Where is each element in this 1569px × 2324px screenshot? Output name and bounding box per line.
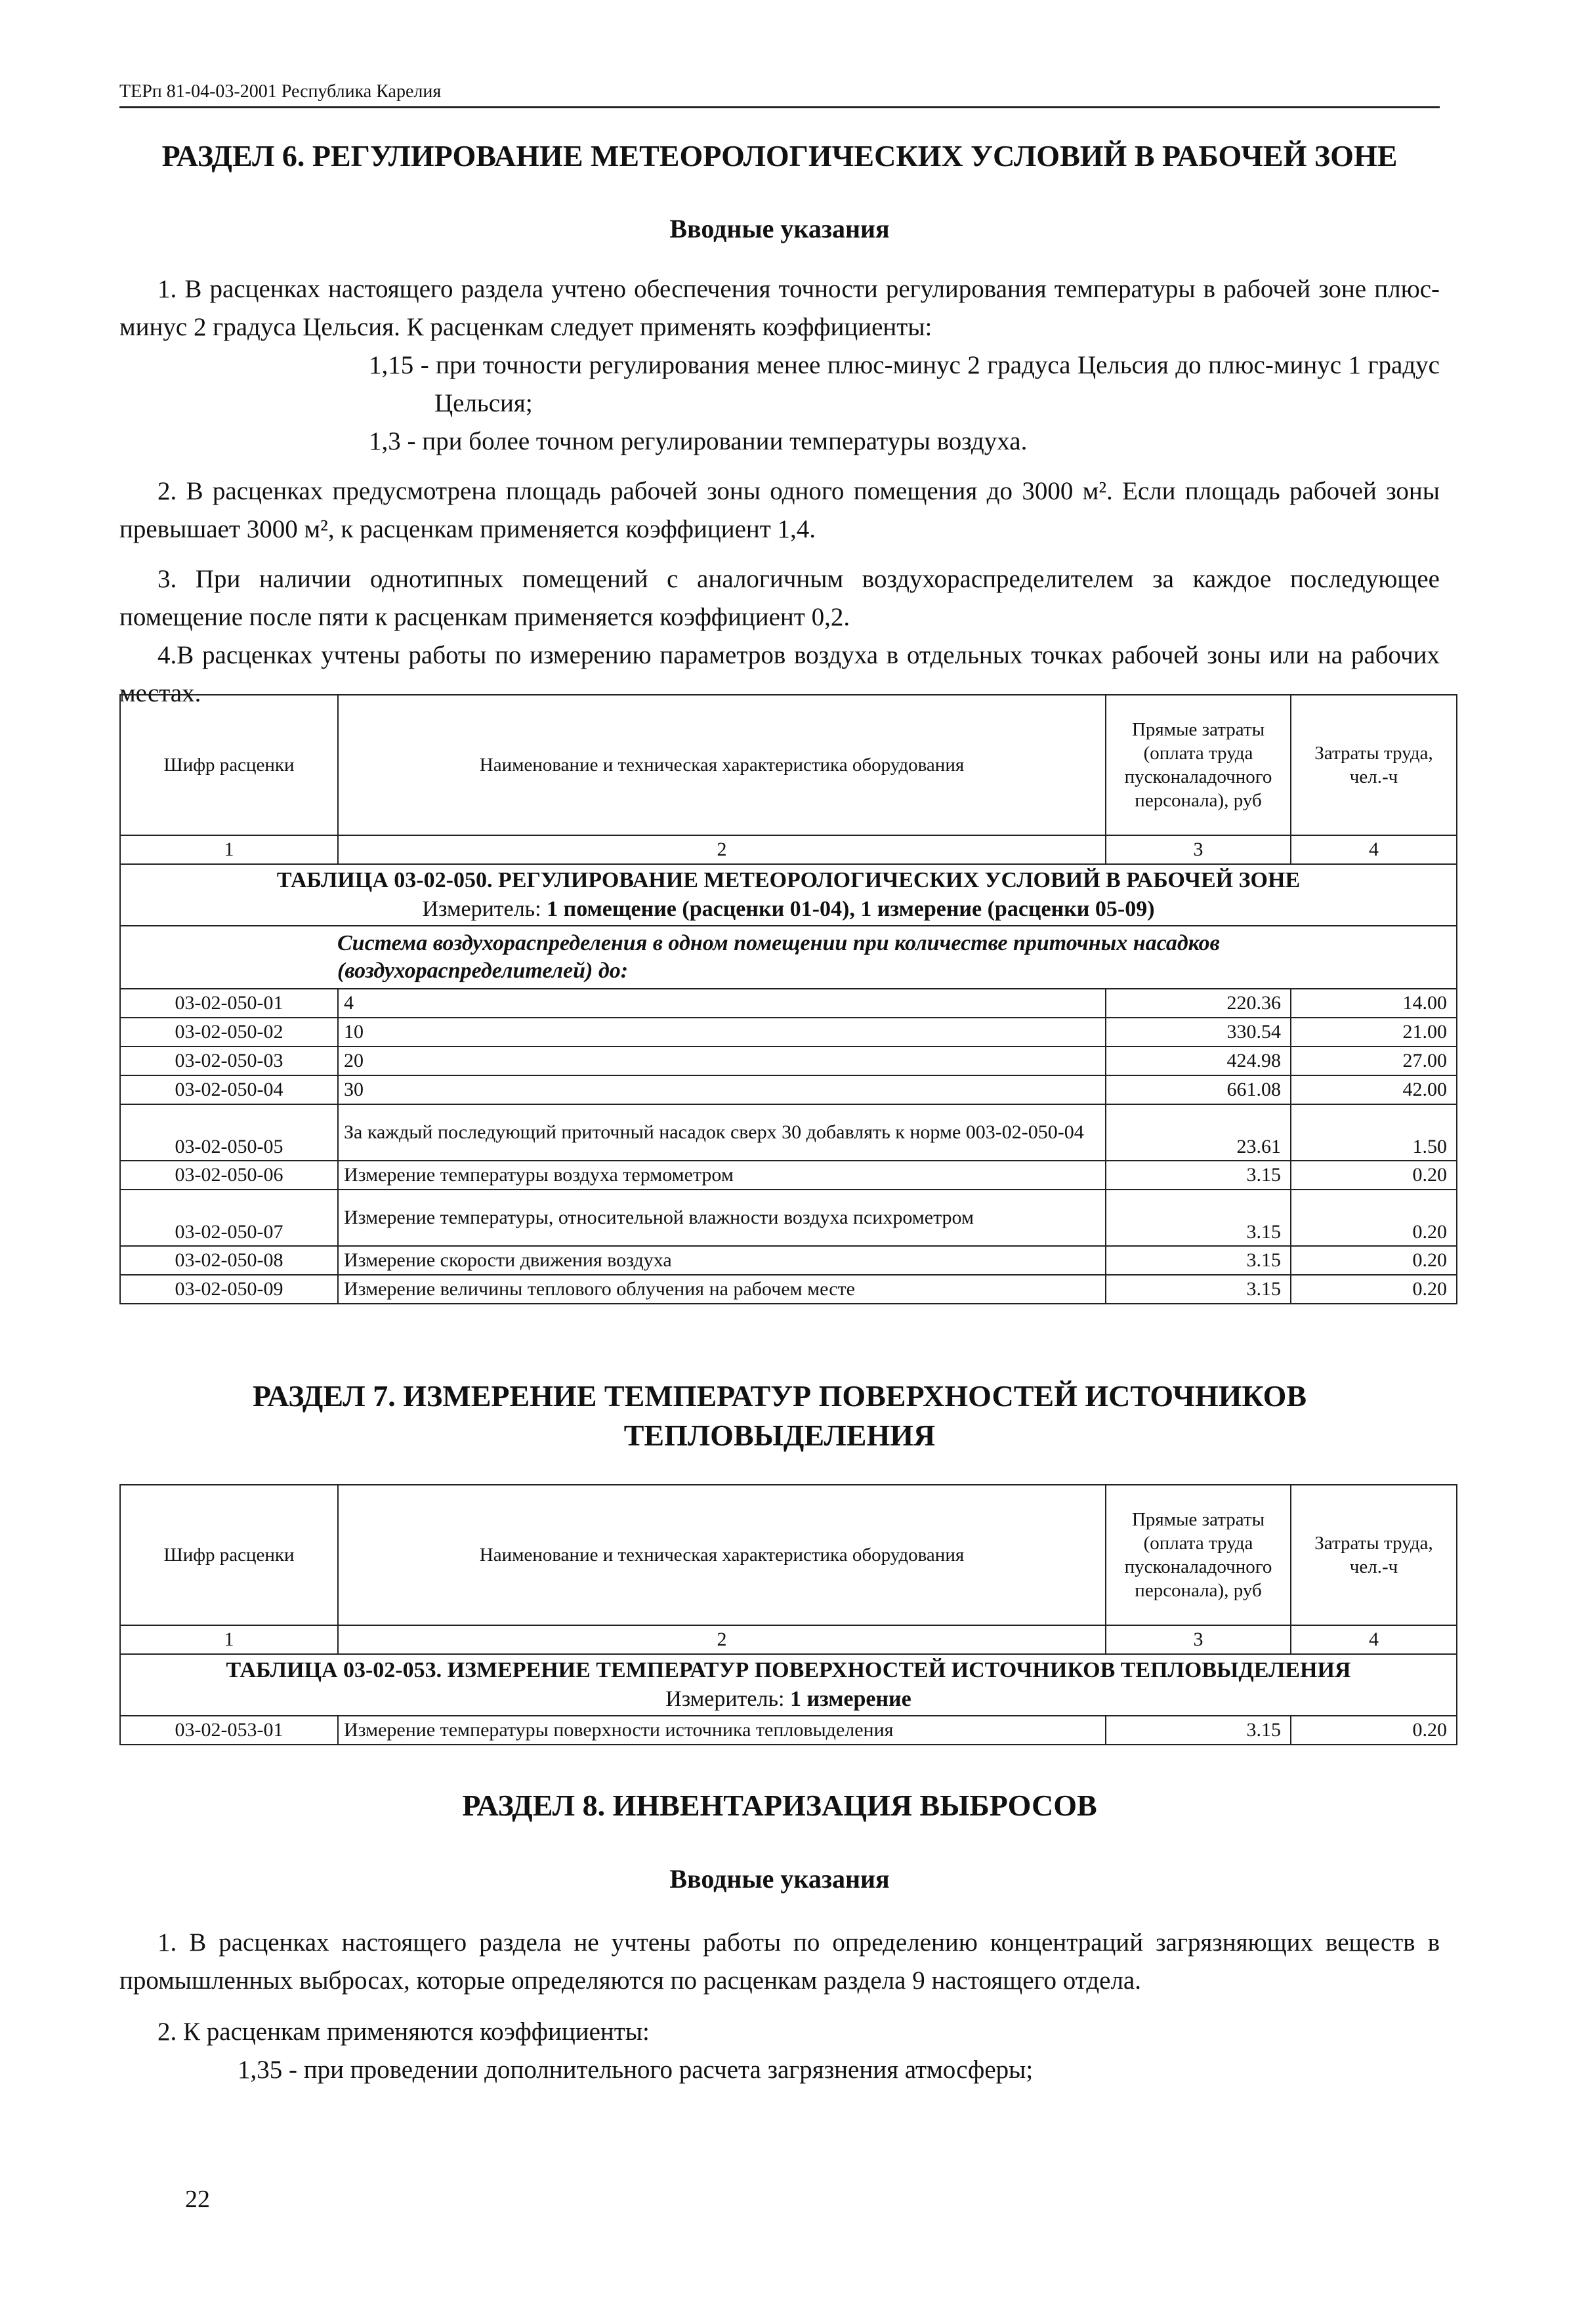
row-cost: 3.15 [1106, 1275, 1291, 1304]
section-7-title [119, 1377, 1440, 1455]
section-8-coefficient-1: 1,35 - при проведении дополнительного расчета загрязнения атмосферы; [238, 2056, 1034, 2084]
header-code: Шифр расценки [120, 695, 338, 835]
row-name: Измерение температуры, относительной влажности воздуха психрометром [338, 1190, 1106, 1246]
header-cost: Прямые затраты (оплата труда пусконаладочного персонала), руб [1106, 695, 1291, 835]
row-cost: 220.36 [1106, 989, 1291, 1018]
row-labor: 0.20 [1291, 1190, 1457, 1246]
row-cost: 330.54 [1106, 1018, 1291, 1047]
section-6-paragraph-3: 3. При наличии однотипных помещений с аналогичным воздухораспределителем за каждое последующее помещение после пяти к расценкам применяется коэффициент 0,2. [119, 565, 1440, 631]
row-code: 03-02-050-06 [120, 1161, 338, 1190]
section-8-paragraph-2: 2. К расценкам применяются коэффициенты: [157, 2018, 650, 2046]
row-code: 03-02-050-08 [120, 1246, 338, 1275]
row-name: Измерение температуры воздуха термометром [338, 1161, 1106, 1190]
row-name: 30 [338, 1075, 1106, 1104]
header-cost: Прямые затраты (оплата труда пусконаладочного персонала), руб [1106, 1485, 1291, 1625]
row-cost: 3.15 [1106, 1246, 1291, 1275]
measure-value: 1 измерение [789, 1687, 911, 1711]
rates-table-03-02-050 [119, 694, 1457, 1304]
row-labor: 42.00 [1291, 1075, 1457, 1104]
row-labor: 21.00 [1291, 1018, 1457, 1047]
table-row [120, 1275, 1457, 1304]
row-cost: 23.61 [1106, 1104, 1291, 1161]
row-cost: 3.15 [1106, 1161, 1291, 1190]
measure-value: 1 помещение (расценки 01-04), 1 измерение (расценки 05-09) [547, 897, 1155, 921]
table-header-row [120, 1485, 1457, 1625]
header-labor: Затраты труда, чел.-ч [1291, 695, 1457, 835]
rates-table-03-02-053 [119, 1484, 1457, 1745]
row-code: 03-02-050-04 [120, 1075, 338, 1104]
section-8-intro-title: Вводные указания [669, 1864, 890, 1894]
column-number: 3 [1106, 1625, 1291, 1654]
column-number: 3 [1106, 835, 1291, 864]
column-number: 2 [338, 835, 1106, 864]
section-6-paragraph-4: 4.В расценках учтены работы по измерению параметров воздуха в отдельных точках рабочей зоны или на рабочих местах. [119, 641, 1440, 707]
header-code: Шифр расценки [120, 1485, 338, 1625]
table-row [120, 989, 1457, 1018]
group-heading-row [120, 926, 1457, 989]
group-heading: Система воздухораспределения в одном помещении при количестве приточных насадков (воздухораспределителей) до: [120, 926, 1457, 989]
table-row [120, 1716, 1457, 1745]
table-row [120, 1104, 1457, 1161]
row-name: 10 [338, 1018, 1106, 1047]
table-row [120, 1190, 1457, 1246]
row-name: 20 [338, 1047, 1106, 1075]
column-number: 1 [120, 835, 338, 864]
measure-label: Измеритель: [665, 1687, 785, 1711]
header-name: Наименование и техническая характеристика оборудования [338, 1485, 1106, 1625]
table-header-row [120, 695, 1457, 835]
column-number: 1 [120, 1625, 338, 1654]
row-code: 03-02-050-07 [120, 1190, 338, 1246]
table-title-cell [120, 864, 1457, 926]
table-row [120, 1047, 1457, 1075]
table-row [120, 1018, 1457, 1047]
header-name: Наименование и техническая характеристика оборудования [338, 695, 1106, 835]
row-cost: 3.15 [1106, 1190, 1291, 1246]
table-title: ТАБЛИЦА 03-02-053. ИЗМЕРЕНИЕ ТЕМПЕРАТУР ПОВЕРХНОСТЕЙ ИСТОЧНИКОВ ТЕПЛОВЫДЕЛЕНИЯ [226, 1658, 1351, 1682]
measure-label: Измеритель: [422, 897, 541, 921]
row-code: 03-02-050-05 [120, 1104, 338, 1161]
column-number: 2 [338, 1625, 1106, 1654]
page-number: 22 [185, 2186, 210, 2213]
row-name: За каждый последующий приточный насадок сверх 30 добавлять к норме 003-02-050-04 [338, 1104, 1106, 1161]
table-measure [126, 1685, 1451, 1714]
row-name: Измерение скорости движения воздуха [338, 1246, 1106, 1275]
row-labor: 0.20 [1291, 1275, 1457, 1304]
section-8-title: РАЗДЕЛ 8. ИНВЕНТАРИЗАЦИЯ ВЫБРОСОВ [462, 1789, 1097, 1822]
section-6-coefficient-1: 1,15 - при точности регулирования менее плюс-минус 2 градуса Цельсия до плюс-минус 1 градус Цельсия; [369, 351, 1440, 417]
section-6-intro-title: Вводные указания [669, 214, 890, 243]
row-cost: 424.98 [1106, 1047, 1291, 1075]
table-title-row [120, 864, 1457, 926]
row-code: 03-02-050-02 [120, 1018, 338, 1047]
row-labor: 0.20 [1291, 1246, 1457, 1275]
table-row [120, 1246, 1457, 1275]
section-6-coefficient-2: 1,3 - при более точном регулировании температуры воздуха. [369, 427, 1028, 455]
row-code: 03-02-050-01 [120, 989, 338, 1018]
section-6-paragraph-1: 1. В расценках настоящего раздела учтено обеспечения точности регулирования температуры в рабочей зоне плюс-минус 2 градуса Цельсия. К расценкам следует применять коэффициенты: [119, 275, 1440, 341]
row-name: 4 [338, 989, 1106, 1018]
section-7-title-line-2: ТЕПЛОВЫДЕЛЕНИЯ [623, 1419, 936, 1452]
table-title-cell [120, 1654, 1457, 1716]
table-title-row [120, 1654, 1457, 1716]
row-labor: 0.20 [1291, 1716, 1457, 1745]
table-row [120, 1161, 1457, 1190]
row-name: Измерение величины теплового облучения на рабочем месте [338, 1275, 1106, 1304]
section-8-paragraph-1: 1. В расценках настоящего раздела не учтены работы по определению концентраций загрязняющих веществ в промышленных выбросах, которые определяются по расценкам раздела 9 настоящего отдела. [119, 1928, 1440, 1995]
section-7-title-line-1: РАЗДЕЛ 7. ИЗМЕРЕНИЕ ТЕМПЕРАТУР ПОВЕРХНОСТЕЙ ИСТОЧНИКОВ [252, 1379, 1307, 1413]
table-title: ТАБЛИЦА 03-02-050. РЕГУЛИРОВАНИЕ МЕТЕОРОЛОГИЧЕСКИХ УСЛОВИЙ В РАБОЧЕЙ ЗОНЕ [276, 868, 1301, 892]
column-numbers-row [120, 835, 1457, 864]
row-cost: 3.15 [1106, 1716, 1291, 1745]
running-header [119, 77, 1440, 108]
row-cost: 661.08 [1106, 1075, 1291, 1104]
row-labor: 1.50 [1291, 1104, 1457, 1161]
table-row [120, 1075, 1457, 1104]
header-labor: Затраты труда, чел.-ч [1291, 1485, 1457, 1625]
row-code: 03-02-050-09 [120, 1275, 338, 1304]
section-6-title: РАЗДЕЛ 6. РЕГУЛИРОВАНИЕ МЕТЕОРОЛОГИЧЕСКИХ УСЛОВИЙ В РАБОЧЕЙ ЗОНЕ [161, 139, 1398, 173]
row-name: Измерение температуры поверхности источника тепловыделения [338, 1716, 1106, 1745]
section-8-intro-text [119, 1924, 1440, 2089]
row-code: 03-02-050-03 [120, 1047, 338, 1075]
column-numbers-row [120, 1625, 1457, 1654]
column-number: 4 [1291, 835, 1457, 864]
row-labor: 14.00 [1291, 989, 1457, 1018]
section-6-paragraph-2: 2. В расценках предусмотрена площадь рабочей зоны одного помещения до 3000 м². Если площадь рабочей зоны превышает 3000 м², к расценкам применяется коэффициент 1,4. [119, 477, 1440, 543]
row-labor: 0.20 [1291, 1161, 1457, 1190]
section-6-intro-text [119, 270, 1440, 713]
row-labor: 27.00 [1291, 1047, 1457, 1075]
column-number: 4 [1291, 1625, 1457, 1654]
table-measure [126, 895, 1451, 924]
running-header-text: ТЕРп 81-04-03-2001 Республика Карелия [119, 81, 442, 102]
row-code: 03-02-053-01 [120, 1716, 338, 1745]
